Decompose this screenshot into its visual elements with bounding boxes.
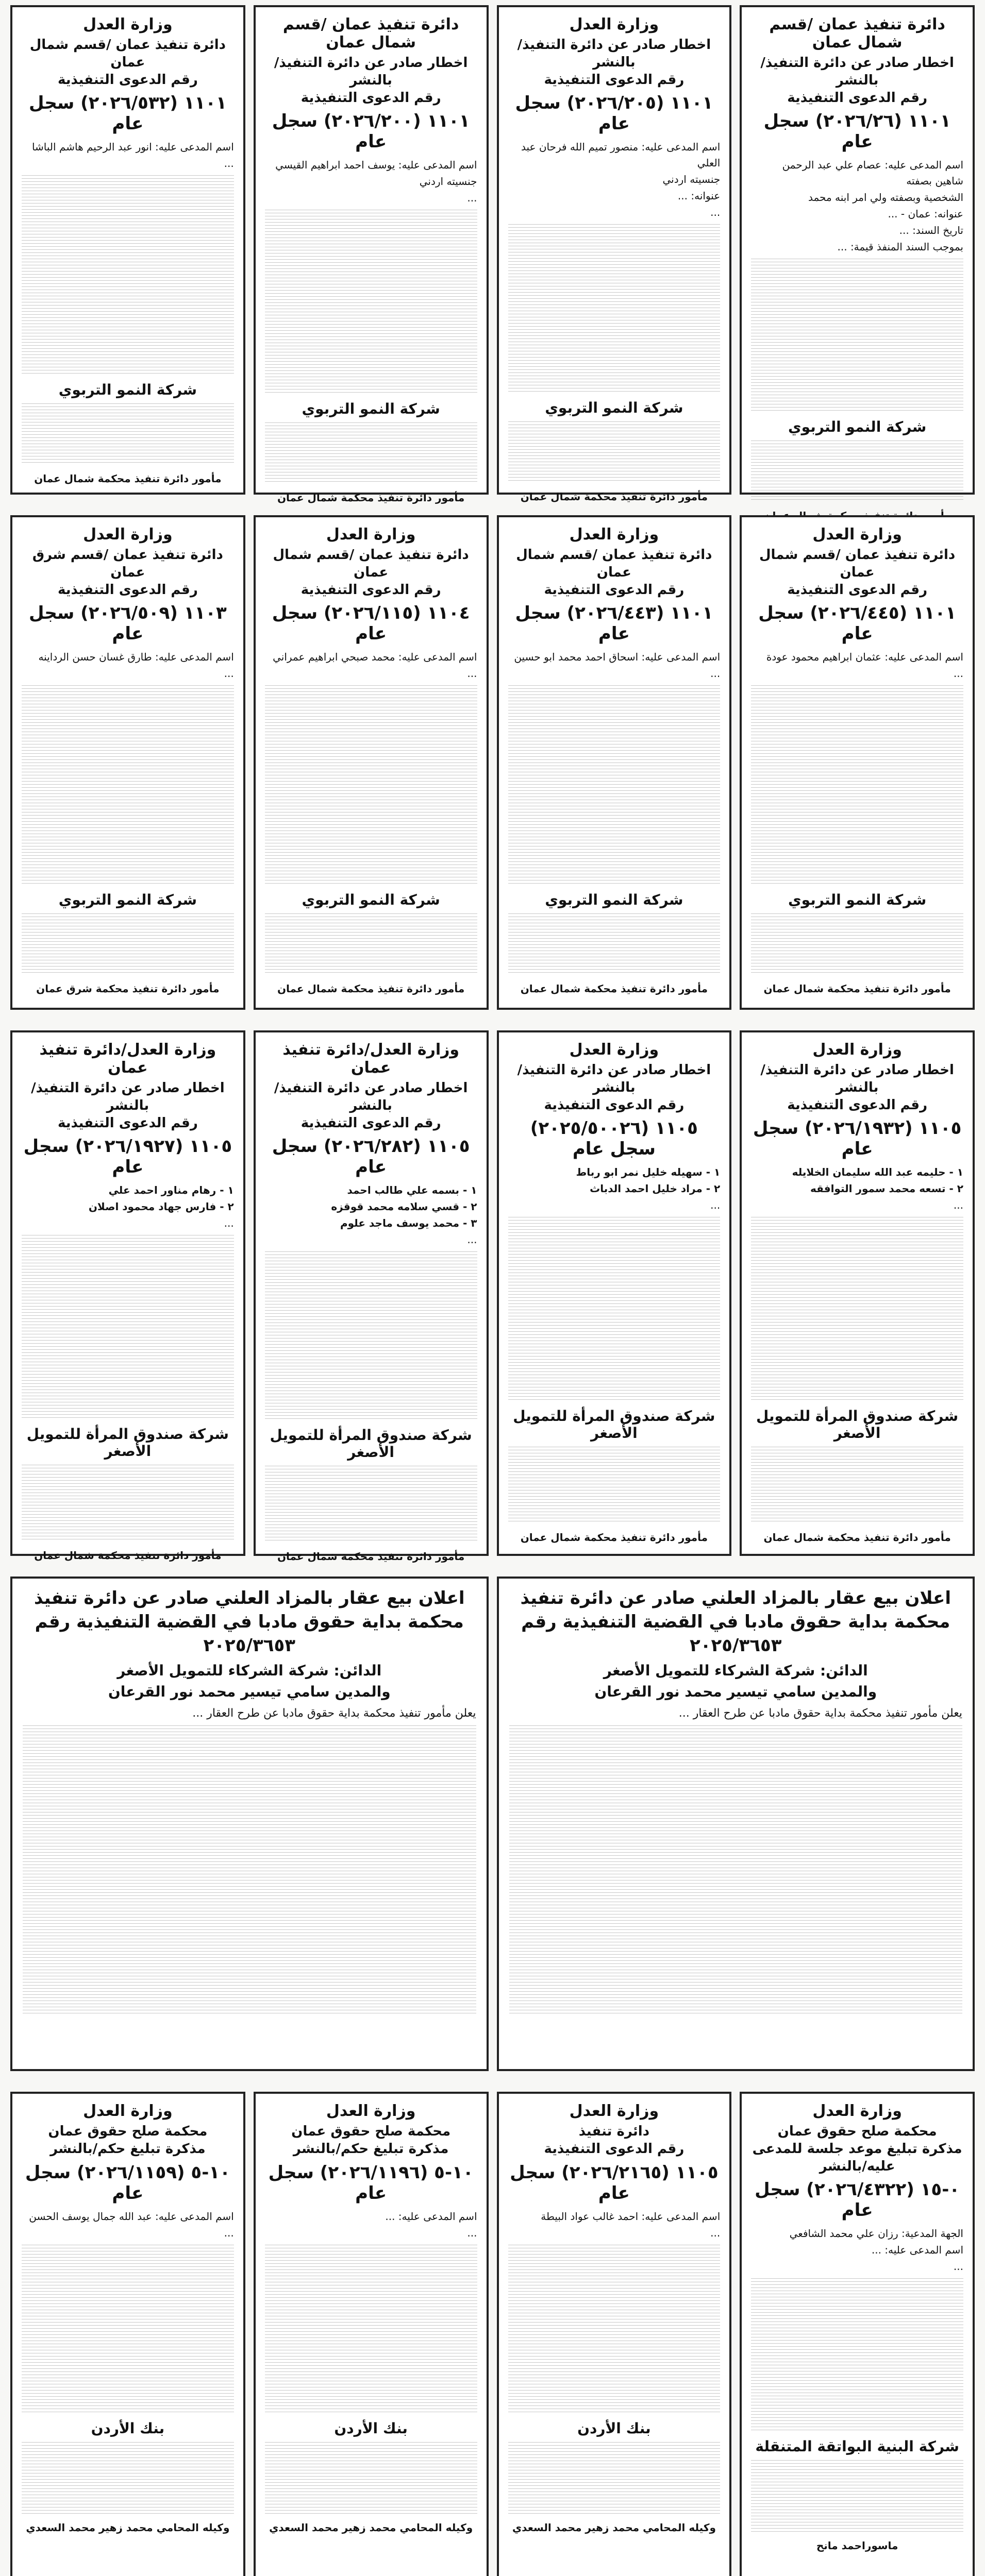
notice-body — [751, 1164, 963, 1402]
signature: مأمور دائرة تنفيذ محكمة شمال عمان — [34, 472, 222, 485]
body-line: اسم المدعى عليه: محمد صبحي ابراهيم عمراني — [273, 651, 477, 664]
signature: وكيله المحامي محمد زهير محمد السعدي — [512, 2521, 716, 2534]
case-number: ١١٠١ (٢٠٢٦/٥٣٢) سجل عام — [28, 93, 227, 134]
case-number: ١١٠١ (٢٠٢٦/٢٠٠) سجل عام — [272, 111, 470, 152]
body-line: عنوانه: ... — [677, 190, 721, 202]
creditor-name: شركة صندوق المرأة للتمويل الأصغر — [270, 1427, 472, 1461]
case-number: ١١٠٥ (٢٠٢٦/١٩٢٧) سجل عام — [23, 1136, 232, 1178]
signature: مأمور دائرة تنفيذ محكمة شمال عمان — [277, 492, 465, 504]
text-block — [265, 913, 477, 975]
notices-row-1 — [6, 5, 979, 504]
signature: مأمور دائرة تنفيذ محكمة شمال عمان — [277, 982, 465, 995]
body-line: اسم المدعى عليه: انور عبد الرحيم هاشم الباشا — [31, 141, 234, 154]
body-line: الشخصية وبصفته ولي امر ابنه محمد — [808, 191, 963, 204]
auction-creditor: الدائن: شركة الشركاء للتمويل الأصغر — [117, 1662, 382, 1679]
case-label: مذكرة تبليغ حكم/بالنشر — [50, 2141, 206, 2157]
body-line: ... — [224, 1217, 234, 1230]
notice-subtitle: محكمة صلح حقوق عمان — [291, 2124, 451, 2139]
text-block — [22, 2245, 234, 2415]
body-line: ٢ - مراد خليل احمد الدباث — [590, 1182, 721, 1195]
text-block — [265, 1466, 477, 1543]
notice-body — [265, 649, 477, 886]
creditor-name: شركة النمو التربوي — [788, 418, 927, 436]
notice-ministry: وزارة العدل/دائرة تنفيذ عمان — [282, 1041, 460, 1077]
text-block — [508, 913, 721, 975]
case-number: ١١٠٥ (٢٠٢٦/٢١٦٥) سجل عام — [510, 2162, 719, 2204]
signature: مأمور دائرة تنفيذ محكمة شرق عمان — [36, 982, 220, 995]
creditor-name: شركة النمو التربوي — [788, 891, 927, 909]
body-line: ١ - حليمه عبد الله سليمان الخلايله — [792, 1166, 963, 1179]
case-number: ١١٠٤ (٢٠٢٦/١١٥) سجل عام — [272, 603, 470, 645]
body-line: ... — [710, 667, 721, 680]
notice-body — [751, 157, 963, 413]
text-block — [265, 422, 477, 484]
notice-subtitle: دائرة تنفيذ عمان /قسم شمال عمان — [759, 547, 956, 580]
creditor-name: شركة النمو التربوي — [545, 891, 683, 909]
text-block — [751, 685, 963, 886]
notice-card — [254, 5, 489, 504]
auction-debtor: والمدين سامي تيسير محمد نور القرعان — [594, 1683, 877, 1700]
body-line: جنسيته اردني — [662, 173, 721, 186]
body-line: عنوانه: عمان - ... — [888, 208, 963, 221]
case-label: رقم الدعوى التنفيذية — [544, 72, 685, 88]
text-block — [751, 1217, 963, 1402]
case-number: ١٠-٥ (٢٠٢٦/١١٥٩) سجل عام — [25, 2162, 230, 2204]
auction-paragraph: يعلن مأمور تنفيذ محكمة بداية حقوق مادبا عن طرح العقار ... — [678, 1706, 962, 1720]
text-block — [751, 2278, 963, 2433]
signature: مأمور دائرة تنفيذ محكمة شمال عمان — [520, 982, 708, 995]
text-block — [22, 2442, 234, 2514]
notice-card — [254, 515, 489, 1010]
body-line: اسم المدعى عليه: يوسف احمد ابراهيم القيسي — [275, 159, 477, 172]
case-label: رقم الدعوى التنفيذية — [544, 2141, 685, 2157]
case-number: ٠-١٥ (٢٠٢٦/٤٣٢٢) سجل عام — [755, 2179, 960, 2221]
notice-ministry: وزارة العدل — [812, 1041, 902, 1059]
auction-notice — [10, 1577, 489, 2071]
case-number: ١١٠٥ (٢٠٢٥/٥٠٠٢٦) سجل عام — [530, 1118, 698, 1160]
signature: وكيله المحامي محمد زهير محمد السعدي — [269, 2521, 473, 2534]
notice-body — [265, 1182, 477, 1421]
case-label: رقم الدعوى التنفيذية — [300, 582, 441, 598]
notice-subtitle: محكمة صلح حقوق عمان — [777, 2124, 937, 2139]
body-line: ... — [467, 2226, 477, 2239]
notice-body — [508, 139, 721, 394]
case-label: رقم الدعوى التنفيذية — [57, 72, 198, 88]
creditor-name: شركة النمو التربوي — [545, 399, 683, 417]
body-line: اسم المدعى عليه: ... — [871, 2244, 963, 2257]
notice-card — [10, 515, 245, 1010]
notices-row-2 — [6, 515, 979, 1010]
notice-body — [22, 649, 234, 886]
creditor-name: شركة البنية البواتقة المتنقلة — [755, 2438, 959, 2455]
text-block — [509, 1725, 963, 2014]
notice-card — [254, 1030, 489, 1563]
notice-ministry: وزارة العدل — [83, 15, 173, 33]
case-number: ١١٠١ (٢٠٢٦/٢٦) سجل عام — [763, 111, 951, 152]
notice-ministry: وزارة العدل/دائرة تنفيذ عمان — [39, 1041, 216, 1077]
notice-subtitle: دائرة تنفيذ عمان /قسم شمال عمان — [273, 547, 469, 580]
signature: مأمور دائرة تنفيذ محكمة شمال عمان — [763, 1531, 951, 1544]
text-block — [751, 1447, 963, 1524]
notice-ministry: وزارة العدل — [812, 2102, 902, 2120]
auction-paragraph: يعلن مأمور تنفيذ محكمة بداية حقوق مادبا عن طرح العقار ... — [192, 1706, 476, 1720]
text-block — [22, 1465, 234, 1542]
body-line: ٢ - فارس جهاد محمود اصلان — [88, 1200, 234, 1213]
text-block — [22, 1235, 234, 1420]
text-block — [265, 2245, 477, 2415]
notice-body — [751, 649, 963, 886]
body-line: ... — [467, 667, 477, 680]
text-block — [22, 685, 234, 886]
signature: مأمور دائرة تنفيذ محكمة شمال عمان — [34, 1549, 222, 1562]
notice-body — [265, 2209, 477, 2415]
case-number: ١١٠١ (٢٠٢٦/٤٤٣) سجل عام — [515, 603, 713, 645]
signature: وكيله المحامي محمد زهير محمد السعدي — [26, 2521, 230, 2534]
auction-creditor: الدائن: شركة الشركاء للتمويل الأصغر — [603, 1662, 868, 1679]
text-block — [508, 421, 721, 483]
case-label: مذكرة تبليغ حكم/بالنشر — [293, 2141, 449, 2157]
case-number: ١١٠٥ (٢٠٢٦/١٩٣٢) سجل عام — [753, 1118, 962, 1160]
notice-card — [497, 5, 732, 503]
notice-subtitle: اخطار صادر عن دائرة التنفيذ/ بالنشر — [760, 55, 954, 88]
notice-ministry: وزارة العدل — [83, 2102, 173, 2120]
body-line: ... — [467, 192, 477, 205]
notice-ministry: وزارة العدل — [326, 2102, 416, 2120]
text-block — [508, 1217, 721, 1402]
notice-body — [751, 2226, 963, 2433]
notice-ministry: وزارة العدل — [812, 526, 902, 544]
notice-subtitle: اخطار صادر عن دائرة التنفيذ/ بالنشر — [760, 1062, 954, 1095]
case-label: رقم الدعوى التنفيذية — [300, 1115, 441, 1131]
creditor-name: بنك الأردن — [577, 2419, 651, 2437]
body-line: الجهة المدعية: رزان علي محمد الشافعي — [789, 2227, 963, 2240]
notice-card — [10, 1030, 245, 1562]
notice-subtitle: اخطار صادر عن دائرة التنفيذ/ بالنشر — [517, 1062, 711, 1095]
body-line: بموجب السند المنفذ قيمة: ... — [837, 241, 963, 253]
body-line: اسم المدعى عليه: عثمان ابراهيم محمود عودة — [766, 651, 963, 664]
notice-body — [22, 1182, 234, 1420]
notice-ministry: دائرة تنفيذ عمان /قسم شمال عمان — [282, 15, 459, 52]
text-block — [265, 2442, 477, 2514]
case-number: ١١٠١ (٢٠٢٦/٢٠٥) سجل عام — [515, 93, 713, 134]
text-block — [23, 1725, 476, 2014]
auction-title: اعلان بيع عقار بالمزاد العلني صادر عن دائرة تنفيذ محكمة بداية حقوق مادبا في القضية التنفيذية رقم ٢٠٢٥/٣٦٥٣ — [520, 1588, 951, 1656]
creditor-name: شركة صندوق المرأة للتمويل الأصغر — [26, 1426, 229, 1460]
notice-subtitle: دائرة تنفيذ عمان /قسم شمال عمان — [516, 547, 712, 580]
notice-body — [22, 139, 234, 376]
creditor-name: شركة النمو التربوي — [58, 891, 197, 909]
signature: مأمور دائرة تنفيذ محكمة شمال عمان — [520, 1531, 708, 1544]
notice-subtitle: محكمة صلح حقوق عمان — [48, 2124, 208, 2139]
body-line: اسم المدعى عليه: عصام علي عبد الرحمن شاهين بصفته — [782, 159, 963, 188]
case-label: رقم الدعوى التنفيذية — [57, 582, 198, 598]
case-number: ١١٠١ (٢٠٢٦/٤٤٥) سجل عام — [758, 603, 956, 645]
body-line: ... — [710, 2226, 721, 2239]
notice-subtitle: دائرة تنفيذ عمان /قسم شرق عمان — [32, 547, 223, 580]
notice-body — [508, 1164, 721, 1402]
text-block — [508, 2245, 721, 2415]
notice-subtitle: دائرة تنفيذ — [578, 2124, 650, 2139]
body-line: ... — [953, 667, 963, 680]
auction-notice — [497, 1577, 975, 2071]
text-block — [508, 2442, 721, 2514]
auction-debtor: والمدين سامي تيسير محمد نور القرعان — [108, 1683, 391, 1700]
signature: ماسوراحمد مانح — [816, 2539, 898, 2552]
body-line: اسم المدعى عليه: طارق غسان حسن الرداينه — [38, 651, 234, 664]
creditor-name: شركة النمو التربوي — [302, 400, 440, 418]
notice-card — [10, 5, 245, 495]
text-block — [508, 224, 721, 394]
notice-card — [740, 515, 975, 1010]
text-block — [22, 913, 234, 975]
text-block — [751, 913, 963, 975]
auction-title: اعلان بيع عقار بالمزاد العلني صادر عن دائرة تنفيذ محكمة بداية حقوق مادبا في القضية التنفيذية رقم ٢٠٢٥/٣٦٥٣ — [34, 1588, 465, 1656]
notice-card — [740, 2092, 975, 2576]
notices-row-5 — [6, 2092, 979, 2576]
notice-card — [254, 2092, 489, 2576]
text-block — [751, 259, 963, 413]
notice-card — [740, 1030, 975, 1556]
body-line: ١ - بسمه علي طالب احمد — [347, 1184, 477, 1197]
text-block — [265, 685, 477, 886]
creditor-name: شركة النمو التربوي — [302, 891, 440, 909]
case-label: رقم الدعوى التنفيذية — [300, 90, 441, 106]
notice-ministry: وزارة العدل — [569, 526, 659, 544]
creditor-name: شركة النمو التربوي — [58, 381, 197, 399]
body-line: اسم المدعى عليه: منصور تميم الله فرحان عبد العلي — [521, 141, 721, 170]
case-label: رقم الدعوى التنفيذية — [787, 1097, 928, 1113]
creditor-name: بنك الأردن — [334, 2419, 408, 2437]
body-line: اسم المدعى عليه: احمد غالب عواد البيطة — [541, 2210, 721, 2223]
body-line: ... — [710, 1199, 721, 1212]
body-line: ٢ - قسي سلامه محمد قوقزه — [331, 1200, 477, 1213]
notice-body — [508, 649, 721, 886]
notice-subtitle: اخطار صادر عن دائرة التنفيذ/ بالنشر — [517, 37, 711, 70]
notice-body — [508, 2209, 721, 2415]
signature: مأمور دائرة تنفيذ محكمة شمال عمان — [520, 490, 708, 503]
notice-card — [497, 2092, 732, 2576]
text-block — [22, 403, 234, 465]
body-line: اسم المدعى عليه: ... — [385, 2210, 477, 2223]
notice-ministry: وزارة العدل — [326, 526, 416, 544]
body-line: اسم المدعى عليه: اسحاق احمد محمد ابو حسين — [514, 651, 721, 664]
case-label: رقم الدعوى التنفيذية — [544, 1097, 685, 1113]
notices-row-3 — [6, 1030, 979, 1563]
body-line: ... — [224, 667, 234, 680]
creditor-name: شركة صندوق المرأة للتمويل الأصغر — [756, 1408, 959, 1442]
notice-card — [497, 515, 732, 1010]
signature: مأمور دائرة تنفيذ محكمة شمال عمان — [763, 982, 951, 995]
text-block — [265, 210, 477, 395]
notice-ministry: وزارة العدل — [83, 526, 173, 544]
body-line: ... — [224, 2226, 234, 2239]
notice-ministry: دائرة تنفيذ عمان /قسم شمال عمان — [769, 15, 945, 52]
creditor-name: شركة صندوق المرأة للتمويل الأصغر — [513, 1408, 715, 1442]
case-label: رقم الدعوى التنفيذية — [544, 582, 685, 598]
creditor-name: بنك الأردن — [91, 2419, 165, 2437]
body-line: ... — [953, 1199, 963, 1212]
text-block — [751, 2460, 963, 2532]
signature: مأمور دائرة تنفيذ محكمة شمال عمان — [277, 1550, 465, 1563]
body-line: ٢ - تسعه محمد سمور التوافقه — [810, 1182, 963, 1195]
case-label: مذكرة تبليغ موعد جلسة للمدعى عليه/بالنشر — [752, 2141, 962, 2174]
body-line: اسم المدعى عليه: عبد الله جمال يوسف الحسن — [29, 2210, 234, 2223]
auction-row — [6, 1577, 979, 2071]
case-number: ١١٠٥ (٢٠٢٦/٢٨٢) سجل عام — [272, 1136, 470, 1178]
notice-subtitle: دائرة تنفيذ عمان /قسم شمال عمان — [29, 37, 226, 70]
body-line: ١ - رهام مناور احمد علي — [108, 1184, 234, 1197]
case-label: رقم الدعوى التنفيذية — [787, 90, 928, 106]
text-block — [508, 1447, 721, 1524]
notice-ministry: وزارة العدل — [569, 1041, 659, 1059]
text-block — [751, 440, 963, 502]
notice-subtitle: اخطار صادر عن دائرة التنفيذ/ بالنشر — [274, 1080, 468, 1113]
case-number: ١١٠٣ (٢٠٢٦/٥٠٩) سجل عام — [28, 603, 227, 645]
body-line: ... — [953, 2260, 963, 2273]
notice-subtitle: اخطار صادر عن دائرة التنفيذ/ بالنشر — [274, 55, 468, 88]
notice-ministry: وزارة العدل — [569, 2102, 659, 2120]
body-line: ... — [467, 1233, 477, 1246]
case-number: ١٠-٥ (٢٠٢٦/١١٩٦) سجل عام — [268, 2162, 474, 2204]
body-line: ... — [224, 157, 234, 170]
body-line: ... — [710, 206, 721, 219]
notice-card — [497, 1030, 732, 1556]
notice-subtitle: اخطار صادر عن دائرة التنفيذ/ بالنشر — [31, 1080, 225, 1113]
text-block — [508, 685, 721, 886]
text-block — [265, 1251, 477, 1421]
notice-card — [10, 2092, 245, 2576]
notice-card — [740, 5, 975, 495]
notice-body — [22, 2209, 234, 2415]
case-label: رقم الدعوى التنفيذية — [787, 582, 928, 598]
body-line: تاريخ السند: ... — [899, 224, 963, 237]
notice-ministry: وزارة العدل — [569, 15, 659, 33]
text-block — [22, 175, 234, 376]
notice-body — [265, 157, 477, 395]
body-line: ١ - سهيله خليل نمر ابو رباط — [576, 1166, 721, 1179]
case-label: رقم الدعوى التنفيذية — [57, 1115, 198, 1131]
body-line: جنسيته اردني — [419, 175, 477, 188]
body-line: ٣ - محمد يوسف ماجد علوم — [340, 1217, 477, 1230]
